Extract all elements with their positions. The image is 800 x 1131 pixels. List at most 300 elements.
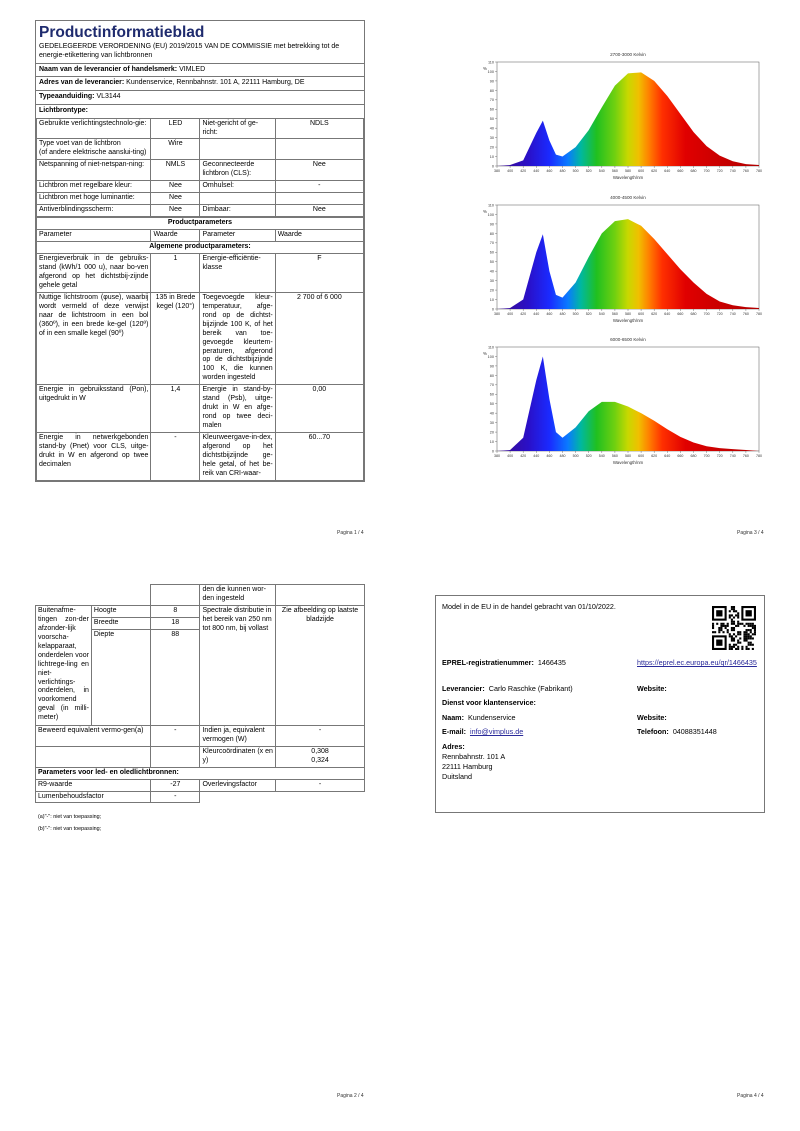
qr-module <box>731 635 733 637</box>
y-tick-label: 100 <box>487 69 494 74</box>
y-tick-label: 30 <box>489 136 494 141</box>
qr-module <box>752 623 754 625</box>
qr-module <box>739 633 741 635</box>
x-tick-label: 600 <box>638 169 645 173</box>
qr-module <box>731 623 733 625</box>
y-tick-label: 100 <box>487 354 494 359</box>
qr-module <box>748 625 750 627</box>
address-row <box>36 76 364 90</box>
type-label: Typeaanduiding: <box>39 93 95 101</box>
qr-module <box>739 637 741 639</box>
x-tick-label: 420 <box>520 454 527 458</box>
y-tick-label: 70 <box>489 98 494 103</box>
x-tick-label: 400 <box>507 454 514 458</box>
qr-module <box>731 637 733 639</box>
qr-module <box>712 631 714 633</box>
y-tick-label: 50 <box>489 117 494 122</box>
y-tick-label: 50 <box>489 260 494 265</box>
y-tick-label: 80 <box>489 88 494 93</box>
qr-module <box>750 625 752 627</box>
address-label: Adres van de leverancier: <box>39 79 125 87</box>
qr-module <box>725 627 727 629</box>
y-tick-label: 20 <box>489 288 494 293</box>
qr-module <box>718 631 720 633</box>
x-tick-label: 740 <box>729 454 736 458</box>
qr-module <box>746 631 748 633</box>
continued-text: den die kunnen wor-den ingesteld <box>200 585 276 606</box>
x-tick-label: 740 <box>729 312 736 316</box>
dim-width-label: Breedte <box>91 617 150 629</box>
param-value: 0,00 <box>275 385 363 433</box>
spectrum-chart-2 <box>475 191 775 331</box>
general-params-header: Algemene productparameters: <box>37 242 364 254</box>
x-tick-label: 680 <box>690 312 697 316</box>
table-row <box>37 385 364 433</box>
dim-height-value: 8 <box>151 605 200 617</box>
qr-code[interactable] <box>712 606 756 652</box>
x-tick-label: 520 <box>585 312 592 316</box>
lightsource-type: Lichtbrontype: <box>36 104 364 118</box>
chroma-x: 0,308 <box>311 747 329 755</box>
y-axis-label: % <box>483 351 487 356</box>
phone-row <box>637 727 717 736</box>
email-link[interactable]: info@vimplus.de <box>469 727 524 736</box>
y-tick-label: 0 <box>491 449 494 454</box>
table-row <box>37 253 364 292</box>
x-tick-label: 520 <box>585 454 592 458</box>
param-label: Omhulsel: <box>200 181 275 193</box>
qr-module <box>746 633 748 635</box>
param-label: Gebruikte verlichtingstechnolo-gie: <box>37 118 151 139</box>
qr-module <box>741 623 743 625</box>
regulation-text: GEDELEGEERDE VERORDENING (EU) 2019/2015 VAN DE COMMISSIE met betrekking tot de energie-etikettering van lichtbronnen <box>39 43 340 59</box>
x-axis-label: Wavelength/nm <box>612 175 644 180</box>
eprel-label: EPREL-registratienummer: <box>442 658 534 667</box>
param-label: Type voet van de lichtbron (of andere elektrische aanslui-ting) <box>37 139 151 160</box>
qr-module <box>733 627 735 629</box>
y-tick-label: 50 <box>489 402 494 407</box>
x-tick-label: 540 <box>598 454 605 458</box>
y-tick-label: 110 <box>487 345 494 350</box>
param-value: Nee <box>151 193 200 205</box>
qr-module <box>731 619 733 621</box>
led-params-header: Parameters voor led- en oledlichtbronnen: <box>36 767 365 779</box>
qr-module <box>727 623 729 625</box>
x-tick-label: 640 <box>664 169 671 173</box>
x-tick-label: 560 <box>611 169 618 173</box>
qr-module <box>743 637 745 639</box>
qr-module <box>733 606 735 608</box>
y-axis-label: % <box>483 209 487 214</box>
dimensions-label: Buitenafme-tingen zon-der afzonder-lijk voorscha-kelapparaat, onderdelen voor lichtrege-ling en niet-verlichtings-onderdelen, in voorkomend geval (in milli-meter) <box>36 605 92 725</box>
y-tick-label: 70 <box>489 241 494 246</box>
param-value: Nee <box>151 181 200 193</box>
qr-module <box>741 648 743 650</box>
x-tick-label: 720 <box>716 312 723 316</box>
spectrum-chart-svg <box>475 48 775 188</box>
y-tick-label: 60 <box>489 392 494 397</box>
qr-module <box>733 623 735 625</box>
x-axis-label: Wavelength/nm <box>612 460 644 465</box>
qr-module <box>733 616 735 618</box>
x-tick-label: 540 <box>598 169 605 173</box>
qr-module <box>746 640 748 642</box>
y-tick-label: 10 <box>489 297 494 302</box>
qr-module <box>727 625 729 627</box>
dimensions-table <box>35 584 365 803</box>
qr-module <box>718 627 720 629</box>
x-tick-label: 620 <box>651 169 658 173</box>
y-tick-label: 100 <box>487 212 494 217</box>
x-tick-label: 780 <box>756 312 762 316</box>
chroma-values <box>276 746 365 767</box>
qr-module <box>727 629 729 631</box>
param-label: Dimbaar: <box>200 205 275 217</box>
qr-module <box>743 635 745 637</box>
table-row <box>37 193 364 205</box>
qr-module <box>748 635 750 637</box>
qr-module <box>752 637 754 639</box>
qr-module <box>722 625 724 627</box>
param-label: Lichtbron met regelbare kleur: <box>37 181 151 193</box>
page-title: Productinformatieblad <box>39 24 205 41</box>
qr-module <box>729 635 731 637</box>
param-value: Nee <box>151 205 200 217</box>
qr-module <box>737 640 739 642</box>
x-tick-label: 780 <box>756 169 762 173</box>
x-tick-label: 680 <box>690 169 697 173</box>
x-tick-label: 560 <box>611 454 618 458</box>
spectral-label: Spectrale distributie in het bereik van 250 nm tot 800 nm, bij vollast <box>200 605 276 725</box>
x-tick-label: 640 <box>664 454 671 458</box>
product-params-header: Productparameters <box>37 218 364 230</box>
x-tick-label: 480 <box>559 312 566 316</box>
qr-module <box>746 646 748 648</box>
qr-module <box>733 644 735 646</box>
footnote-b: (b)"-": niet van toepassing; <box>38 826 102 832</box>
y-tick-label: 80 <box>489 231 494 236</box>
qr-module <box>750 644 752 646</box>
y-tick-label: 30 <box>489 279 494 284</box>
param-value: NMLS <box>151 160 200 181</box>
spectrum-area <box>497 72 759 166</box>
qr-module <box>733 610 735 612</box>
qr-module <box>733 637 735 639</box>
equiv2-value: - <box>276 725 365 746</box>
type-row <box>36 90 364 104</box>
qr-module <box>746 648 748 650</box>
qr-module <box>720 623 722 625</box>
page-number: Pagina 2 / 4 <box>337 1093 364 1099</box>
website-label: Website: <box>637 684 667 693</box>
qr-module <box>716 640 722 646</box>
email-row <box>442 727 523 736</box>
table-row <box>37 118 364 139</box>
qr-module <box>752 644 754 646</box>
table-row <box>37 139 364 160</box>
qr-module <box>746 629 748 631</box>
param-value: Wire <box>151 139 200 160</box>
qr-module <box>731 621 733 623</box>
qr-module <box>737 646 739 648</box>
x-tick-label: 460 <box>546 454 553 458</box>
dim-width-value: 18 <box>151 617 200 629</box>
y-tick-label: 20 <box>489 145 494 150</box>
y-tick-label: 0 <box>491 164 494 169</box>
supplier-row <box>36 63 364 77</box>
x-tick-label: 540 <box>598 312 605 316</box>
x-tick-label: 420 <box>520 169 527 173</box>
survival-value: - <box>276 779 365 791</box>
phone-label: Telefoon: <box>637 727 669 736</box>
qr-module <box>750 635 752 637</box>
qr-module <box>754 631 756 633</box>
qr-module <box>727 631 729 633</box>
qr-module <box>722 631 724 633</box>
qr-module <box>748 644 750 646</box>
qr-module <box>750 629 752 631</box>
supplier-value: Carlo Raschke (Fabrikant) <box>488 684 573 693</box>
lightsource-table <box>36 118 364 218</box>
x-tick-label: 520 <box>585 169 592 173</box>
param-label: Nuttige lichtstroom (φuse), waarbij wordt vermeld of deze verwijst naar de lichtstroom in een bol (360º), in een brede ke-gel (120º) of in een smalle kegel (90º) <box>37 292 151 385</box>
param-label: Energieverbruik in de gebruiks-stand (kWh/1 000 u), naar bo-ven afgerond op het dichtstbij-zijnde gehele getal <box>37 253 151 292</box>
y-tick-label: 90 <box>489 79 494 84</box>
param-value <box>275 193 363 205</box>
chroma-label: Kleurcoördinaten (x en y) <box>200 746 276 767</box>
y-tick-label: 60 <box>489 107 494 112</box>
x-tick-label: 580 <box>625 454 631 458</box>
param-value: NDLS <box>275 118 363 139</box>
y-tick-label: 10 <box>489 439 494 444</box>
dim-height-label: Hoogte <box>91 605 150 617</box>
service-header: Dienst voor klantenservice: <box>442 698 536 707</box>
website2-label: Website: <box>637 713 667 722</box>
eprel-link[interactable]: https://eprel.ec.europa.eu/qr/1466435 <box>637 658 757 667</box>
qr-module <box>733 633 735 635</box>
value-header: Waarde <box>151 230 200 242</box>
param-label: Geconnecteerde lichtbron (CLS): <box>200 160 275 181</box>
table-row <box>37 433 364 481</box>
x-tick-label: 680 <box>690 454 697 458</box>
x-tick-label: 380 <box>494 454 500 458</box>
x-tick-label: 460 <box>546 312 553 316</box>
param-label: Netspanning of niet-netspan-ning: <box>37 160 151 181</box>
param-label: Energie in gebruiksstand (Pon), uitgedrukt in W <box>37 385 151 433</box>
x-tick-label: 560 <box>611 312 618 316</box>
address-value: Kundenservice, Rennbahnstr. 101 A, 22111 Hamburg, DE <box>126 79 305 87</box>
qr-module <box>720 627 722 629</box>
y-tick-label: 20 <box>489 430 494 435</box>
x-tick-label: 640 <box>664 312 671 316</box>
qr-module <box>754 629 756 631</box>
name-value: Kundenservice <box>467 713 516 722</box>
qr-module <box>743 633 745 635</box>
r9-label: R9-waarde <box>36 779 151 791</box>
qr-module <box>737 631 739 633</box>
x-tick-label: 700 <box>703 454 710 458</box>
supplier-label: Naam van de leverancier of handelsmerk: <box>39 65 178 73</box>
param-value: 60...70 <box>275 433 363 481</box>
qr-module <box>752 648 754 650</box>
x-tick-label: 400 <box>507 169 514 173</box>
param-value: 135 in Brede kegel (120°) <box>151 292 200 385</box>
x-tick-label: 600 <box>638 312 645 316</box>
x-tick-label: 440 <box>533 312 540 316</box>
spectrum-chart-3 <box>475 333 775 473</box>
x-tick-label: 720 <box>716 169 723 173</box>
qr-module <box>737 621 739 623</box>
qr-module <box>714 631 716 633</box>
x-tick-label: 620 <box>651 454 658 458</box>
qr-module <box>752 627 754 629</box>
qr-module <box>720 629 722 631</box>
param-header: Parameter <box>37 230 151 242</box>
qr-module <box>733 640 735 642</box>
y-tick-label: 90 <box>489 222 494 227</box>
qr-module <box>731 646 733 648</box>
lumen-label: Lumenbehoudsfactor <box>36 791 151 803</box>
x-tick-label: 780 <box>756 454 762 458</box>
x-tick-label: 580 <box>625 312 631 316</box>
supplier-value: VIMLED <box>179 65 206 73</box>
y-tick-label: 90 <box>489 364 494 369</box>
qr-module <box>741 646 743 648</box>
equiv-label: Beweerd equivalent vermo-gen(a) <box>36 725 151 746</box>
qr-module <box>746 623 748 625</box>
spectrum-area <box>497 356 759 451</box>
x-tick-label: 700 <box>703 169 710 173</box>
qr-module <box>729 614 731 616</box>
x-axis-label: Wavelength/nm <box>612 318 644 323</box>
qr-module <box>748 623 750 625</box>
param-value: Nee <box>275 205 363 217</box>
x-tick-label: 740 <box>729 169 736 173</box>
footnote-a: (a)"-": niet van toepassing; <box>38 814 102 820</box>
y-tick-label: 40 <box>489 126 494 131</box>
param-header: Parameter <box>200 230 275 242</box>
qr-module <box>737 612 739 614</box>
param-value: 2 700 of 6 000 <box>275 292 363 385</box>
x-tick-label: 760 <box>742 312 749 316</box>
x-tick-label: 400 <box>507 312 514 316</box>
spectrum-chart-svg <box>475 333 775 473</box>
y-tick-label: 40 <box>489 411 494 416</box>
address-label: Adres: <box>442 742 465 751</box>
x-tick-label: 500 <box>572 169 579 173</box>
qr-module <box>737 623 739 625</box>
qr-module <box>712 627 714 629</box>
chroma-y: 0,324 <box>311 756 329 764</box>
y-tick-label: 10 <box>489 154 494 159</box>
qr-module <box>739 623 741 625</box>
qr-module <box>750 623 752 625</box>
qr-module <box>731 627 733 629</box>
page1-datasheet <box>35 20 365 482</box>
qr-module <box>739 631 741 633</box>
qr-module <box>737 614 739 616</box>
param-label: Antiverblindingsscherm: <box>37 205 151 217</box>
qr-module <box>737 616 739 618</box>
x-tick-label: 660 <box>677 454 684 458</box>
qr-module <box>754 633 756 635</box>
qr-module <box>725 625 727 627</box>
param-value: - <box>275 181 363 193</box>
y-tick-label: 70 <box>489 383 494 388</box>
qr-module <box>718 629 720 631</box>
qr-module <box>729 648 731 650</box>
x-tick-label: 440 <box>533 169 540 173</box>
y-tick-label: 40 <box>489 269 494 274</box>
param-value: LED <box>151 118 200 139</box>
x-tick-label: 700 <box>703 312 710 316</box>
spectrum-chart-1 <box>475 48 775 188</box>
qr-module <box>735 625 737 627</box>
params-table <box>36 217 364 481</box>
qr-module <box>737 642 739 644</box>
param-label: Energie in netwerkgebonden stand-by (Pnet) voor CLS, uitge-drukt in W en afgerond op twee decimalen <box>37 433 151 481</box>
qr-module <box>737 625 739 627</box>
qr-code-image <box>712 606 756 650</box>
qr-module <box>731 614 733 616</box>
x-tick-label: 500 <box>572 454 579 458</box>
x-tick-label: 720 <box>716 454 723 458</box>
y-tick-label: 30 <box>489 421 494 426</box>
qr-module <box>748 648 750 650</box>
y-tick-label: 60 <box>489 250 494 255</box>
qr-module <box>743 631 745 633</box>
x-tick-label: 620 <box>651 312 658 316</box>
qr-module <box>731 606 733 608</box>
param-value: F <box>275 253 363 292</box>
qr-module <box>752 625 754 627</box>
eprel-row <box>442 658 566 667</box>
qr-module <box>716 610 722 616</box>
param-label: Kleurweergave-in-dex, afgerond op het dichtstbijzijnde ge-hele getal, of het be-reik van CRI-waar- <box>200 433 275 481</box>
qr-module <box>720 625 722 627</box>
type-value: VL3144 <box>96 93 121 101</box>
r9-value: -27 <box>151 779 200 791</box>
qr-module <box>712 625 714 627</box>
param-label <box>200 139 275 160</box>
market-text: Model in de EU in de handel gebracht van 01/10/2022. <box>442 602 616 611</box>
qr-module <box>731 629 733 631</box>
table-row <box>37 160 364 181</box>
qr-module <box>739 642 741 644</box>
qr-module <box>750 637 752 639</box>
qr-module <box>752 633 754 635</box>
param-label: Niet-gericht of ge-richt: <box>200 118 275 139</box>
param-value: - <box>151 433 200 481</box>
qr-module <box>731 648 733 650</box>
qr-module <box>735 610 737 612</box>
table-row <box>37 292 364 385</box>
y-tick-label: 0 <box>491 307 494 312</box>
qr-module <box>746 610 752 616</box>
x-tick-label: 440 <box>533 454 540 458</box>
page2-datasheet <box>35 584 365 803</box>
qr-module <box>748 629 750 631</box>
address-line-1: Rennbahnstr. 101 A <box>442 752 506 761</box>
qr-module <box>754 627 756 629</box>
qr-module <box>729 633 731 635</box>
equiv-value: - <box>151 725 200 746</box>
x-tick-label: 500 <box>572 312 579 316</box>
page-number: Pagina 4 / 4 <box>737 1093 764 1099</box>
qr-module <box>748 642 750 644</box>
param-label: Energie-efficiëntie-klasse <box>200 253 275 292</box>
qr-module <box>722 623 724 625</box>
